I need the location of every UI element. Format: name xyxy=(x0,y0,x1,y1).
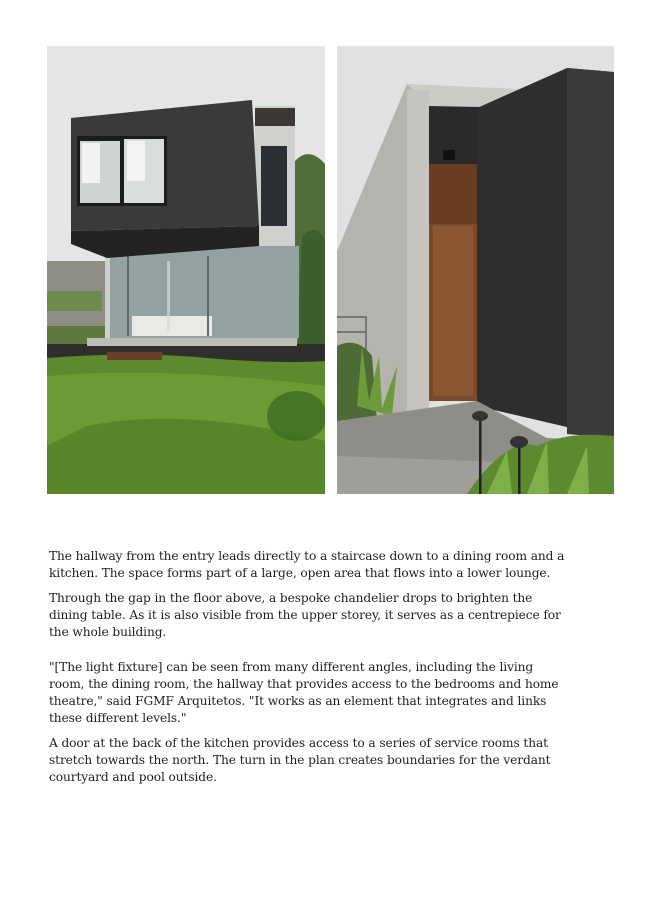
paragraph-hallway: The hallway from the entry leads directly to a staircase down to a dining room and a kitchen. The space forms part of a large, open area that flows into a lower lounge. xyxy=(49,549,565,580)
house-exterior-photo xyxy=(47,46,325,494)
paragraph-quote: "[The light fixture] can be seen from many different angles, including the living room, the dining room, the hallway that provides access to the bedrooms and home theatre," said FGMF Arquitetos. "It works as an element that integrates and links these different levels." xyxy=(49,660,559,725)
article-body xyxy=(49,548,569,794)
entrance-door-photo xyxy=(337,46,614,494)
paragraph-service-rooms: A door at the back of the kitchen provides access to a series of service rooms that stretch towards the north. The turn in the plan creates boundaries for the verdant courtyard and pool outside. xyxy=(49,736,551,784)
paragraph-chandelier: Through the gap in the floor above, a bespoke chandelier drops to brighten the dining table. As it is also visible from the upper storey, it serves as a centrepiece for the whole building. xyxy=(49,591,561,639)
